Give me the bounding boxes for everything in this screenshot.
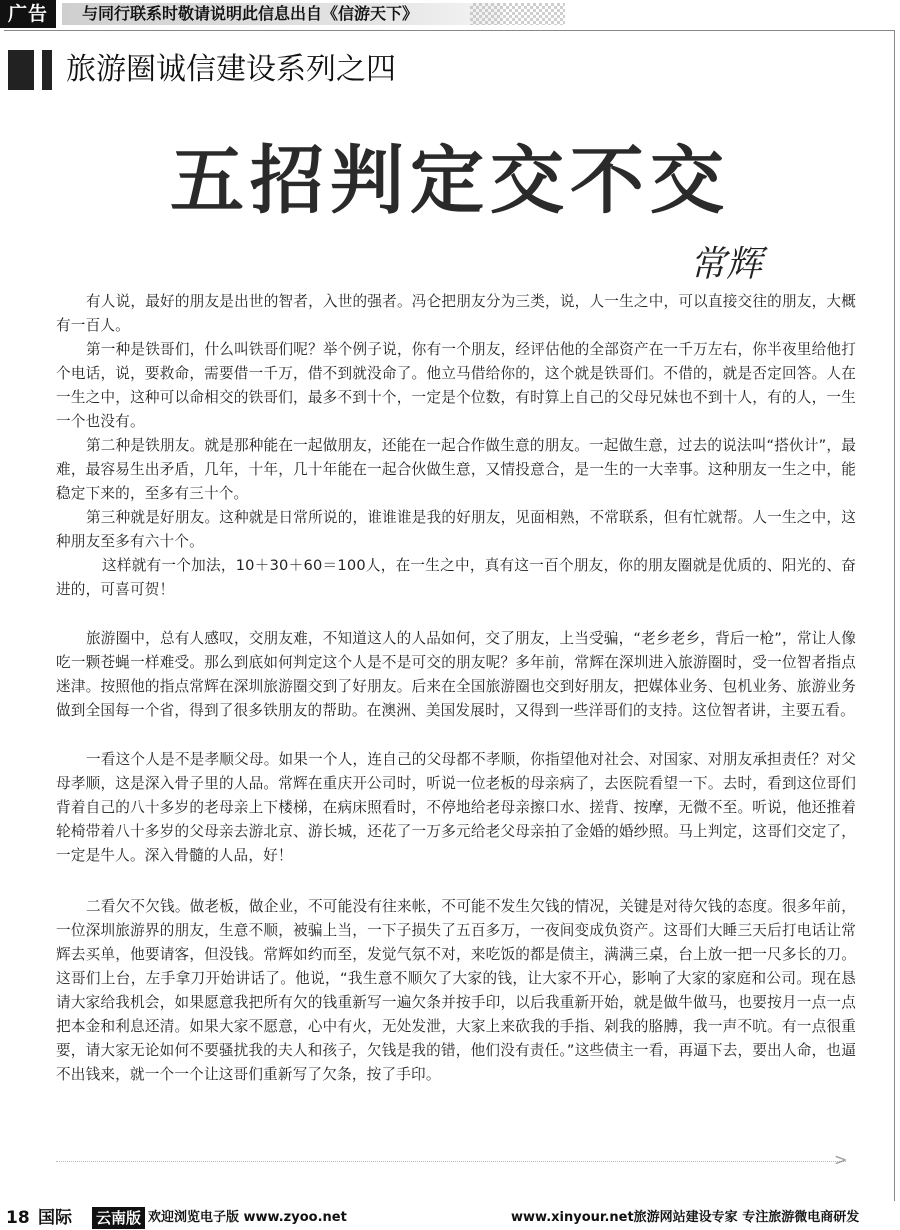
page-title: 五招判定交不交 xyxy=(170,138,730,224)
paragraph: 第三种就是好朋友。这种就是日常所说的，谁谁谁是我的好朋友，见面相熟，不常联系，但有忙就帮。人一生之中，这种朋友至多有六十个。 xyxy=(56,509,856,550)
author-signature: 常辉 xyxy=(690,244,763,285)
next-page-arrow-icon[interactable]: > xyxy=(834,1150,848,1169)
paragraph: 旅游圈中，总有人感叹，交朋友难，不知道这人的人品如何，交了朋友，上当受骗，“老乡老乡，背后一枪”，常让人像吃一颗苍蝇一样难受。那么到底如何判定这个人是不是可交的朋友呢？多年前，常辉在深圳进入旅游圈时，受一位智者指点迷津。按照他的指点常辉在深圳旅游圈交到了好朋友。后来在全国旅游圈也交到好朋友，把媒体业务、包机业务、旅游业务做到全国每一个省，得到了很多铁朋友的帮助。在澳洲、美国发展时，又得到一些洋哥们的支持。这位智者讲，主要五看。 xyxy=(56,630,857,719)
banner-pattern xyxy=(470,3,565,25)
page-number: 18 xyxy=(6,1208,30,1228)
banner-notice: 与同行联系时敬请说明此信息出自《信游天下》 xyxy=(82,4,419,23)
top-banner xyxy=(0,0,900,30)
footer xyxy=(0,1206,900,1230)
paragraph: 第一种是铁哥们，什么叫铁哥们呢？举个例子说，你有一个朋友，经评估他的全部资产在一千万左右，你半夜里给他打个电话，说，要救命，需要借一千万，借不到就没命了。他立马借给你的，这个就是铁哥们。不借的，就是否定回答。人在一生之中，这种可以命相交的铁哥们，最多不到十个，一定是个位数，有时算上自己的父母兄妹也不到十人，有的人，一生一个也没有。 xyxy=(56,341,856,430)
footer-promo-link[interactable]: 欢迎浏览电子版 www.zyoo.net xyxy=(148,1210,347,1225)
section-label: 国际 xyxy=(38,1208,72,1228)
paragraph: 有人说，最好的朋友是出世的智者，入世的强者。冯仑把朋友分为三类，说，人一生之中，可以直接交往的朋友，大概有一百人。 xyxy=(56,293,856,334)
article-body xyxy=(56,290,856,1087)
paragraph: 二看欠不欠钱。做老板，做企业，不可能没有往来帐，不可能不发生欠钱的情况，关键是对待欠钱的态度。很多年前，一位深圳旅游界的朋友，生意不顺，被骗上当，一下子损失了五百多万，一夜间变成负资产。这哥们大睡三天后打电话让常辉去买单，他要请客，但没钱。常辉如约而至，发觉气氛不对，来吃饭的都是债主，满满三桌，台上放一把一尺多长的刀。这哥们上台，左手拿刀开始讲话了。他说，“我生意不顺欠了大家的钱，让大家不开心，影响了大家的家庭和公司。现在恳请大家给我机会，如果愿意我把所有欠的钱重新写一遍欠条并按手印，以后我重新开始，就是做牛做马，也要按月一点一点把本金和利息还清。如果大家不愿意，心中有火，无处发泄，大家上来砍我的手指、剁我的胳膊，我一声不吭。有一点很重要，请大家无论如何不要骚扰我的夫人和孩子，欠钱是我的错，他们没有责任。”这些债主一看，再逼下去，要出人命，也逼不出钱来，就一个一个让这哥们重新写了欠条，按了手印。 xyxy=(56,898,856,1083)
divider xyxy=(56,1161,846,1162)
ad-tag: 广告 xyxy=(0,0,56,28)
paragraph: 一看这个人是不是孝顺父母。如果一个人，连自己的父母都不孝顺，你指望他对社会、对国家、对朋友承担责任？对父母孝顺，这是深入骨子里的人品。常辉在重庆开公司时，听说一位老板的母亲病了，去医院看望一下。去时，看到这位哥们背着自己的八十多岁的老母亲上下楼梯，在病床照看时，不停地给老母亲擦口水、搓背、按摩，无微不至。听说，他还推着轮椅带着八十多岁的父母亲去游北京、游长城，还花了一万多元给老父母亲拍了金婚的婚纱照。马上判定，这哥们交定了，一定是牛人。深入骨髓的人品，好！ xyxy=(56,751,856,864)
footer-ad-text[interactable]: www.xinyour.net旅游网站建设专家 专注旅游微电商研发 xyxy=(511,1210,860,1225)
series-title: 旅游圈诚信建设系列之四 xyxy=(66,52,396,87)
paragraph: 这样就有一个加法，10＋30＋60＝100人，在一生之中，真有这一百个朋友，你的朋友圈就是优质的、阳光的、奋进的，可喜可贺！ xyxy=(56,557,856,598)
edition-badge: 云南版 xyxy=(92,1207,145,1229)
paragraph: 第二种是铁朋友。就是那种能在一起做朋友，还能在一起合作做生意的朋友。一起做生意，过去的说法叫“搭伙计”，最难，最容易生出矛盾，几年，十年，几十年能在一起合伙做生意，又情投意合，是一生的一大幸事。这种朋友一生之中，能稳定下来的，至多有三十个。 xyxy=(56,437,857,502)
